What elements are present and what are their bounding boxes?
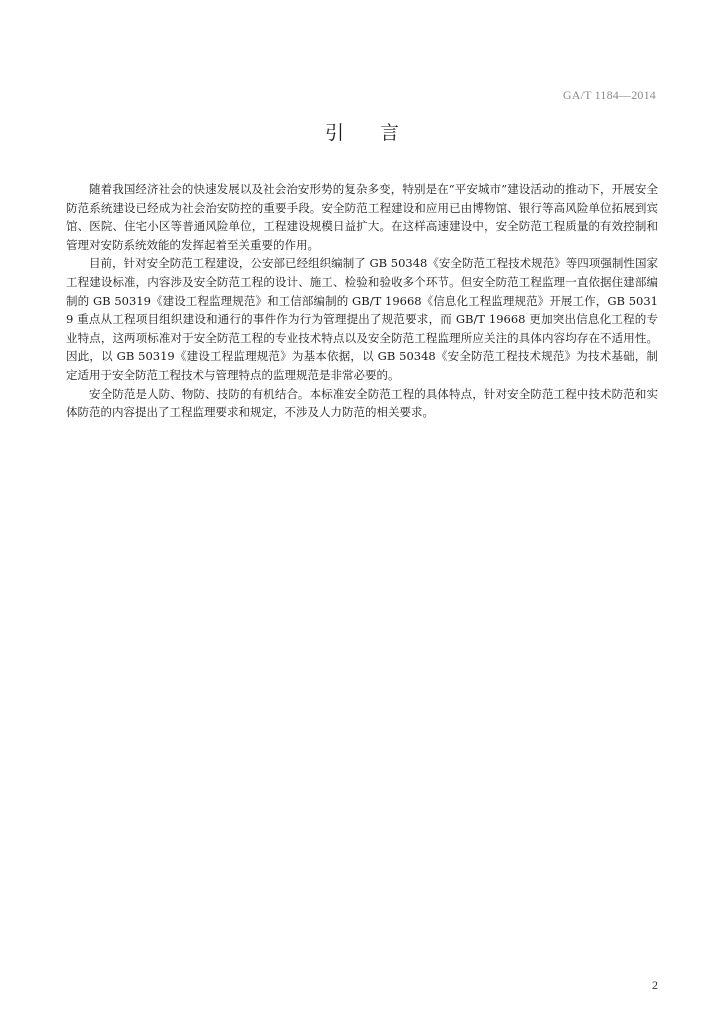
paragraph-1: 随着我国经济社会的快速发展以及社会治安形势的复杂多变，特别是在“平安城市”建设活动的推动下，开展安全防范系统建设已经成为社会治安防控的重要手段。安全防范工程建设和应用已由博物馆、银行等高风险单位拓展到宾馆、医院、住宅小区等普通风险单位，工程建设规模日益扩大。在这样高速建设中，安全防范工程质量的有效控制和管理对安防系统效能的发挥起着至关重要的作用。 xyxy=(66,182,658,252)
body-text xyxy=(66,180,658,422)
document-code: GA/T 1184—2014 xyxy=(562,88,656,102)
paragraph-3: 安全防范是人防、物防、技防的有机结合。本标准安全防范工程的具体特点，针对安全防范工程中技术防范和实体防范的内容提出了工程监理要求和规定，不涉及人力防范的相关要求。 xyxy=(66,386,658,420)
page-title: 引言 xyxy=(324,122,435,144)
page-number: 2 xyxy=(652,978,658,992)
paragraph-2: 目前，针对安全防范工程建设，公安部已经组织编制了 GB 50348《安全防范工程技术规范》等四项强制性国家工程建设标准，内容涉及安全防范工程的设计、施工、检验和验收多个环节。但安全防范工程监理一直依据住建部编制的 GB 50319《建设工程监理规范》和工信部编制的 GB/T 19668《信息化工程监理规范》开展工作，GB 50319 重点从工程项目组织建设和通行的事件作为行为管理提出了规范要求，而 GB/T 19668 更加突出信息化工程的专业特点，这两项标准对于安全防范工程的专业技术特点以及安全防范工程监理所应关注的具体内容均存在不适用性。因此，以 GB 50319《建设工程监理规范》为基本依据，以 GB 50348《安全防范工程技术规范》为技术基础，制定适用于安全防范工程技术与管理特点的监理规范是非常必要的。 xyxy=(66,256,658,382)
